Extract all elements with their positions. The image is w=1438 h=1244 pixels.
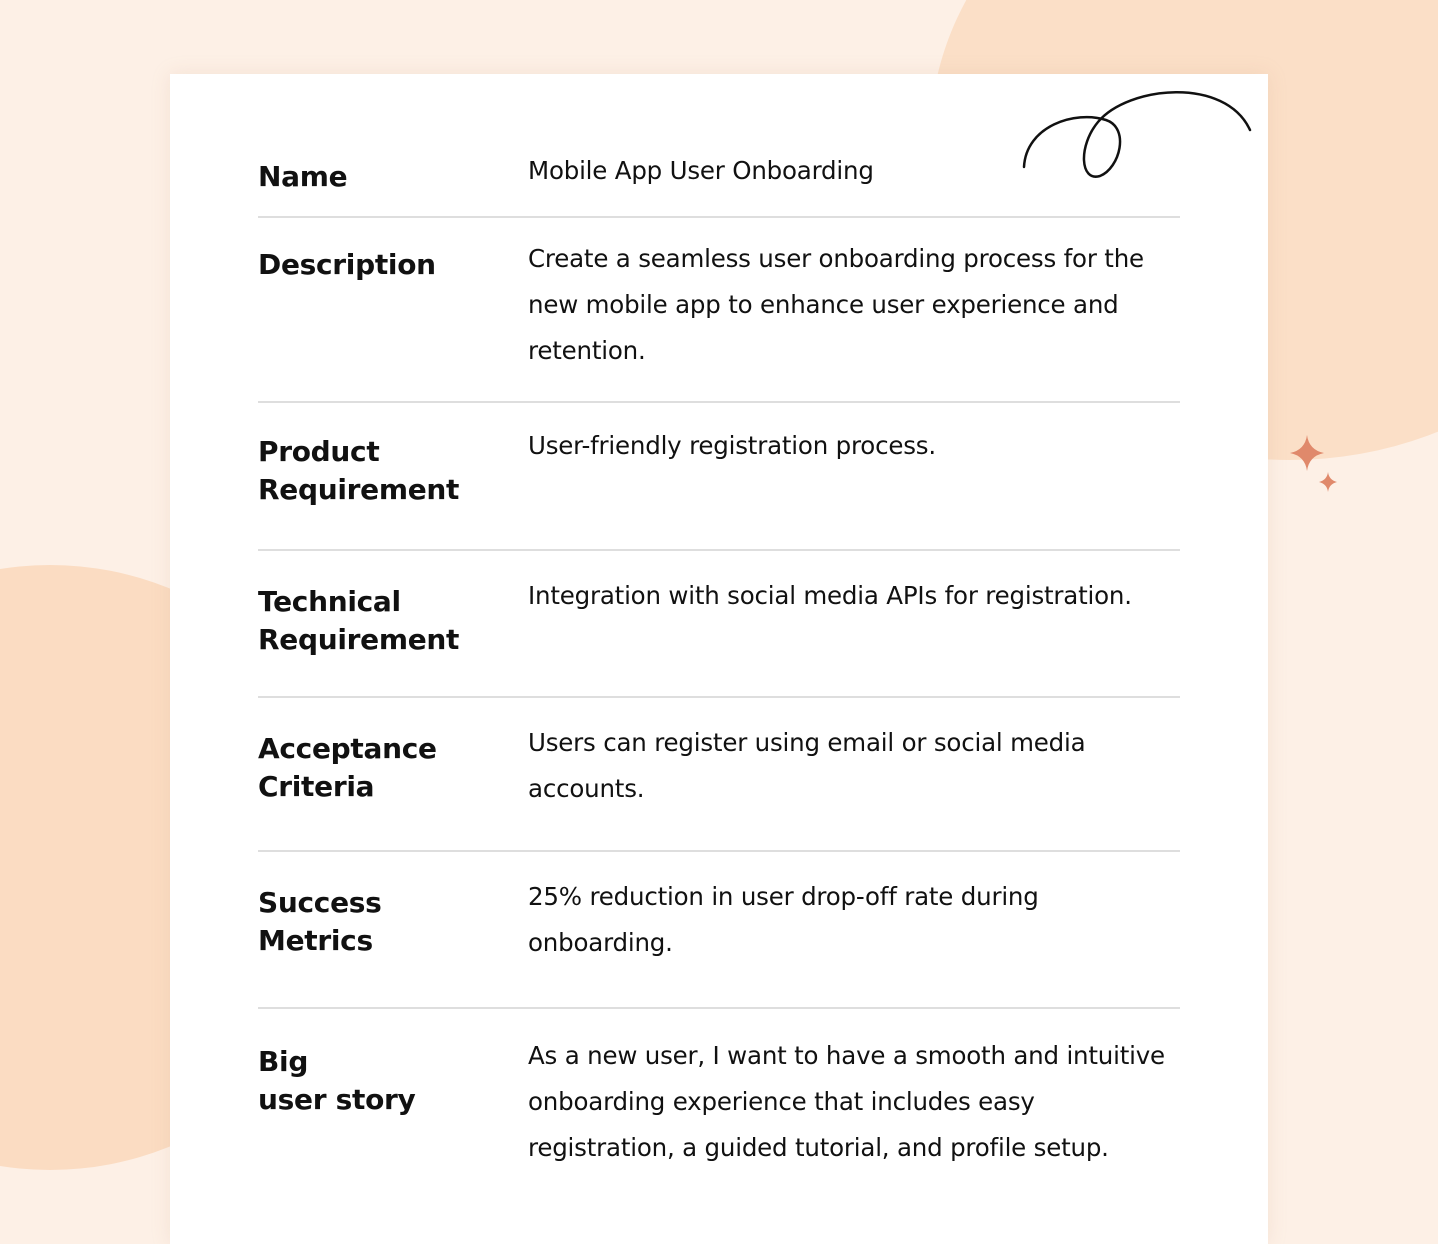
row-label: Product Requirement (258, 435, 460, 506)
table-row-success-metrics (258, 852, 1180, 1009)
row-value: Users can register using email or social media accounts. (528, 728, 1086, 803)
sparkle-large-icon (1290, 435, 1324, 471)
table-row-name (258, 144, 1180, 218)
row-value: Mobile App User Onboarding (528, 156, 874, 185)
row-label: Technical Requirement (258, 585, 460, 656)
row-value: Integration with social media APIs for registration. (528, 581, 1132, 610)
table-row-description (258, 218, 1180, 403)
table-row-technical-requirement (258, 551, 1180, 698)
row-label: Description (258, 248, 436, 281)
sparkle-small-icon (1319, 472, 1337, 492)
row-label: Success Metrics (258, 886, 382, 957)
document-card (170, 74, 1268, 1244)
table-row-acceptance-criteria (258, 698, 1180, 852)
row-label: Acceptance Criteria (258, 732, 437, 803)
user-story-table (258, 144, 1180, 1189)
row-label: Name (258, 160, 348, 193)
row-value: User-friendly registration process. (528, 431, 936, 460)
row-value: 25% reduction in user drop-off rate during onboarding. (528, 882, 1039, 957)
row-value: As a new user, I want to have a smooth and intuitive onboarding experience that includes easy registration, a guided tutorial, and profile setup. (528, 1041, 1165, 1162)
row-value: Create a seamless user onboarding process for the new mobile app to enhance user experience and retention. (528, 244, 1144, 365)
sparkle-icon (1286, 432, 1346, 502)
row-label: Big user story (258, 1045, 416, 1116)
table-row-product-requirement (258, 403, 1180, 551)
table-row-big-user-story (258, 1009, 1180, 1189)
